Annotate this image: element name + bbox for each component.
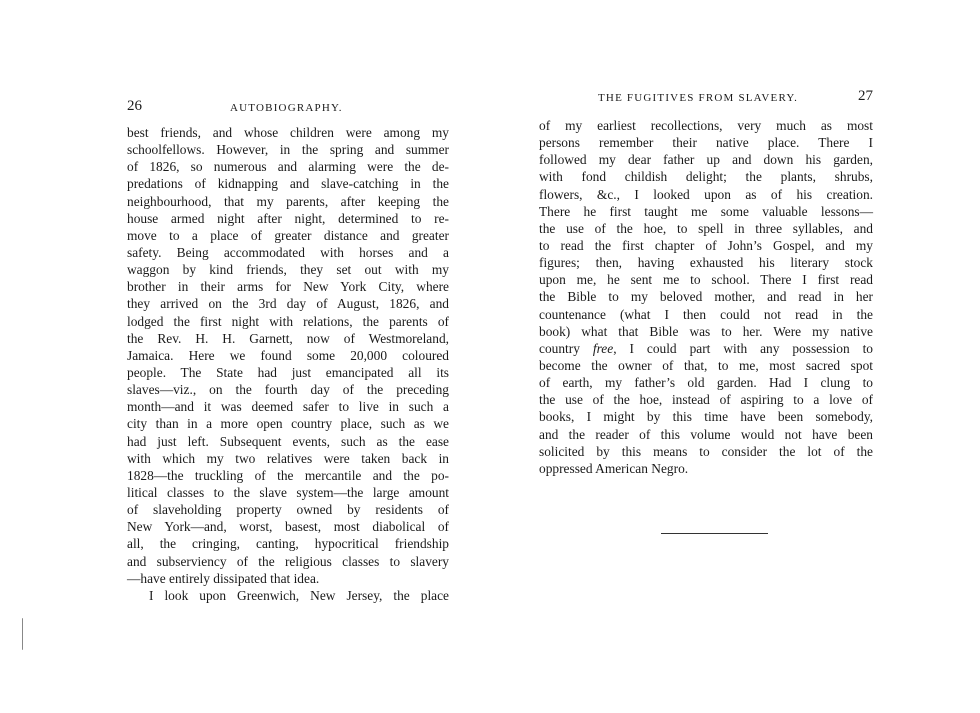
text-line: litical classes to the slave system—the large amount — [127, 484, 449, 500]
left-running-head-title: AUTOBIOGRAPHY. — [230, 102, 343, 114]
text-line: There he first taught me some valuable lessons— — [539, 203, 873, 219]
right-page-number: 27 — [858, 88, 873, 104]
text-line: lodged the first night with relations, the parents of — [127, 313, 449, 329]
italic-word: free — [592, 340, 614, 356]
text-line: and the reader of this volume would not have been — [539, 426, 873, 442]
text-line: and subserviency of the religious classes to slavery — [127, 553, 449, 569]
text-line: house armed night after night, determined to re- — [127, 210, 449, 226]
text-line: month—and it was deemed safer to live in such a — [127, 399, 449, 415]
text-line: flowers, &c., I looked upon as of his creation. — [539, 186, 873, 202]
text-line: I look upon Greenwich, New Jersey, the place — [149, 587, 449, 603]
text-line: persons remember their native place. There I — [539, 135, 873, 151]
left-page-text — [127, 124, 449, 604]
text-line: of slaveholding property owned by residents of — [127, 502, 449, 518]
text-line: the Rev. H. H. Garnett, now of Westmoreland, — [127, 330, 449, 346]
text-line: book) what that Bible was to her. Were my native — [539, 323, 873, 339]
text-line: waggon by kind friends, they set out with my — [127, 262, 449, 278]
text-line: the use of the hoe, instead of aspiring to a love of — [539, 392, 873, 408]
text-line: Jamaica. Here we found some 20,000 coloured — [127, 347, 449, 363]
text-line: upon me, he sent me to school. There I first read — [539, 272, 873, 288]
text-line: they arrived on the 3rd day of August, 1826, and — [127, 296, 449, 312]
text-line: of earth, my father’s old garden. Had I clung to — [539, 375, 873, 391]
text-line: brother in their arms for New York City, where — [127, 279, 449, 295]
right-running-head — [539, 88, 873, 111]
text-line: safety. Being accommodated with horses and a — [127, 244, 449, 260]
left-running-head — [127, 98, 449, 121]
section-end-rule — [661, 533, 768, 534]
text-line: followed my dear father up and down his garden, — [539, 152, 873, 168]
text-line: the use of the hoe, to spell in three syllables, and — [539, 220, 873, 236]
text-line: figures; then, having exhausted his literary stock — [539, 255, 873, 271]
text-line: city than in a more open country place, such as we — [127, 416, 449, 432]
text-line: with fond childish delight; the plants, shrubs, — [539, 169, 873, 185]
text-line: all, the cringing, canting, hypocritical friendship — [127, 536, 449, 552]
text-fragment: country — [539, 340, 580, 356]
right-running-head-title: THE FUGITIVES FROM SLAVERY. — [598, 92, 799, 104]
text-line: —have entirely dissipated that idea. — [127, 570, 320, 586]
text-line: people. The State had just emancipated all its — [127, 364, 449, 380]
text-fragment: , I could part with any possession to — [613, 340, 873, 356]
text-line: best friends, and whose children were among my — [127, 125, 449, 140]
text-line: with which my two relatives were taken back in — [127, 450, 449, 466]
text-line: had just left. Subsequent events, such as the ease — [127, 433, 449, 449]
text-line: 1828—the truckling of the mercantile and the po- — [127, 467, 449, 483]
text-line: to read the first chapter of John’s Gospel, and my — [539, 237, 873, 253]
text-line: books, I might by this time have been somebody, — [539, 409, 873, 425]
text-line: slaves—viz., on the fourth day of the preceding — [127, 382, 449, 398]
text-line: New York—and, worst, basest, most diabolical of — [127, 519, 449, 535]
text-line: of my earliest recollections, very much as most — [539, 118, 873, 133]
text-line — [539, 340, 873, 357]
text-line: solicited by this means to consider the lot of the — [539, 443, 873, 459]
text-line: the Bible to my beloved mother, and read in her — [539, 289, 873, 305]
text-line: countenance (what I then could not read in the — [539, 306, 873, 322]
text-line: become the owner of that, to me, most sacred spot — [539, 357, 873, 373]
text-line: of 1826, so numerous and alarming were the de- — [127, 159, 449, 175]
text-line: neighbourhood, that my parents, after keeping the — [127, 193, 449, 209]
page-edge-mark — [22, 618, 25, 650]
text-line: move to a place of greater distance and greater — [127, 227, 449, 243]
right-page-text — [539, 117, 873, 477]
text-line: schoolfellows. However, in the spring and summer — [127, 142, 449, 158]
text-line: predations of kidnapping and slave-catching in the — [127, 176, 449, 192]
text-line: oppressed American Negro. — [539, 460, 689, 476]
left-page-number: 26 — [127, 98, 142, 114]
